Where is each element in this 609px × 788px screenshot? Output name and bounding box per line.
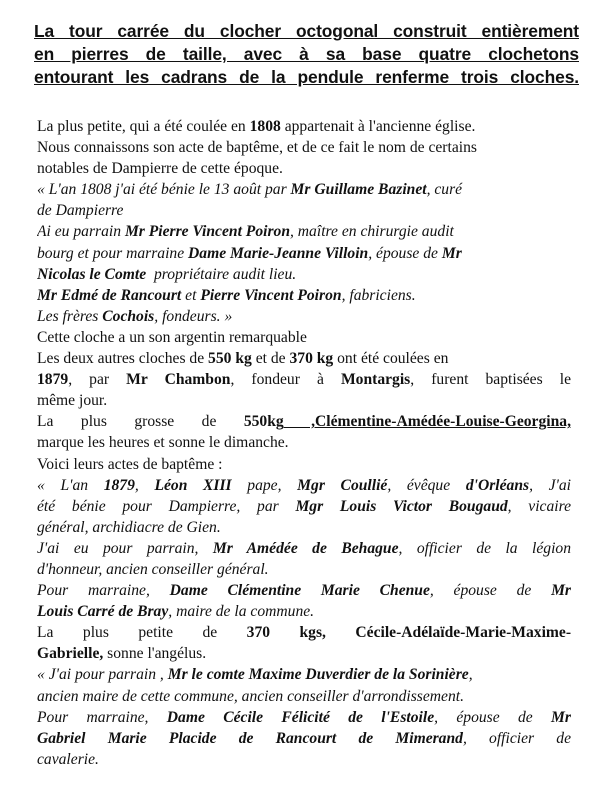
text: , fabriciens. <box>341 286 416 304</box>
name-bold: Nicolas le Comte <box>37 265 147 283</box>
text: La plus petite, qui a été coulée en <box>37 118 250 135</box>
text: , vicaire <box>507 497 571 515</box>
name-bold: Mgr Coullié <box>297 476 388 494</box>
name-bold: Mr <box>551 582 571 600</box>
name-bold: Mr Amédée de Behague <box>212 539 399 557</box>
name-bold: Mr <box>441 244 462 262</box>
name-bold: Mr Edmé de Rancourt <box>37 286 182 304</box>
name-bold: Dame Marie-Jeanne Villoin <box>188 244 369 262</box>
paragraph-line <box>37 411 571 432</box>
text: été bénie pour Dampierre, par <box>37 497 296 515</box>
text: , épouse de <box>368 244 442 262</box>
text: propriétaire audit lieu. <box>146 265 297 283</box>
paragraph-line: notables de Dampierre de cette époque. <box>37 160 283 178</box>
text: , <box>134 476 155 494</box>
name-bold: Gabriel Marie Placide de Rancourt de Mimerand <box>37 729 463 747</box>
quote-line <box>37 221 571 242</box>
quote-line <box>37 243 571 264</box>
quote-line: d'honneur, ancien conseiller général. <box>37 560 269 578</box>
quote-line: général, archidiacre de Gien. <box>37 518 221 536</box>
paragraph-line: Cette cloche a un son argentin remarquable <box>37 328 307 346</box>
document-body <box>37 116 571 770</box>
bell-name-underlined: ,Clémentine-Amédée-Louise-Georgina, <box>283 413 571 431</box>
name-bold: Louis Carré de Bray <box>37 603 169 621</box>
text: , curé <box>426 181 463 199</box>
text: J'ai eu pour parrain, <box>37 539 213 557</box>
quote-line <box>37 285 571 306</box>
heading-line-3: entourant les cadrans de la pendule renferme trois cloches. <box>34 67 579 87</box>
quote-line <box>37 664 571 685</box>
place-bold: d'Orléans <box>465 476 530 494</box>
text: pape, <box>231 476 298 494</box>
paragraph-line <box>37 369 571 390</box>
weight-bold: 370 kgs <box>246 624 323 642</box>
text: Pour marraine, <box>37 708 167 726</box>
text: Ai eu parrain <box>37 223 125 241</box>
quote-line: ancien maire de cette commune, ancien conseiller d'arrondissement. <box>37 687 464 705</box>
paragraph-line <box>37 622 571 643</box>
quote-line <box>37 475 571 496</box>
text: , par <box>68 371 127 389</box>
place-bold: Montargis <box>340 371 411 389</box>
quote-line <box>37 306 571 327</box>
quote-line <box>37 707 571 728</box>
name-bold: Mr le comte Maxime Duverdier de la Sorinière <box>167 666 469 684</box>
year-bold: 1879 <box>37 371 69 389</box>
text: sonne l'angélus. <box>103 645 207 663</box>
text: , fondeurs. » <box>154 307 233 325</box>
text: « L'an 1808 j'ai été bénie le 13 août par <box>37 181 291 199</box>
quote-line <box>37 496 571 517</box>
text: , maire de la commune. <box>168 603 315 621</box>
name-bold: Pierre Vincent Poiron <box>200 286 342 304</box>
paragraph-line: même jour. <box>37 392 108 410</box>
paragraph-line: Nous connaissons son acte de baptême, et de ce fait le nom de certains <box>37 139 477 157</box>
document-heading <box>34 20 579 89</box>
name-bold: Mr Chambon <box>126 371 231 389</box>
text: La plus grosse de <box>37 413 244 431</box>
text: , fondeur à <box>230 371 341 389</box>
name-bold: Mr <box>551 708 571 726</box>
paragraph-line <box>37 348 571 369</box>
quote-line <box>37 601 571 622</box>
quote-line <box>37 580 571 601</box>
name-bold: Dame Cécile Félicité de l'Estoile <box>166 708 435 726</box>
bell-name-bold: Cécile-Adélaïde-Marie-Maxime- <box>355 624 571 642</box>
text: bourg et pour marraine <box>37 244 189 262</box>
paragraph-line <box>37 643 571 664</box>
name-bold: Mgr Louis Victor Bougaud <box>295 497 508 515</box>
paragraph-line: marque les heures et sonne le dimanche. <box>37 434 289 452</box>
text: , épouse de <box>434 708 552 726</box>
heading-line-1: La tour carrée du clocher octogonal construit entièrement <box>34 21 579 41</box>
name-bold: Mr Pierre Vincent Poiron <box>124 223 290 241</box>
text: , J'ai <box>529 476 571 494</box>
year-1808: 1808 <box>249 118 281 135</box>
text: « L'an <box>37 476 104 494</box>
text: La plus petite de <box>37 624 247 642</box>
quote-line <box>37 538 571 559</box>
quote-line <box>37 264 571 285</box>
text: Les frères <box>37 307 103 325</box>
bell-name-bold: Gabrielle, <box>37 645 104 663</box>
text: , maître en chirurgie audit <box>290 223 454 241</box>
text: ont été coulées en <box>333 350 449 368</box>
name-bold: Mr Guillame Bazinet <box>290 181 427 199</box>
quote-line <box>37 728 571 749</box>
name-bold: Dame Clémentine Marie Chenue <box>169 582 430 600</box>
text: , <box>468 666 473 684</box>
text: , <box>322 624 356 642</box>
quote-line: de Dampierre <box>37 202 124 220</box>
text: « J'ai pour parrain , <box>37 666 168 684</box>
weight-bold: 370 kg <box>289 350 334 368</box>
text: , officier de <box>462 729 571 747</box>
paragraph-line <box>37 116 571 137</box>
text: , officier de la légion <box>398 539 571 557</box>
name-bold: Cochois <box>102 307 155 325</box>
paragraph-line: Voici leurs actes de baptême : <box>37 455 223 473</box>
name-bold: Léon XIII <box>154 476 232 494</box>
quote-line <box>37 179 571 200</box>
text: et de <box>251 350 290 368</box>
text: Les deux autres cloches de <box>37 350 209 368</box>
quote-line: cavalerie. <box>37 750 99 768</box>
weight-bold: 550 kg <box>208 350 252 368</box>
text: , épouse de <box>429 582 552 600</box>
text: , évêque <box>387 476 466 494</box>
year-bold: 1879 <box>103 476 135 494</box>
text: , furent baptisées le <box>410 371 571 389</box>
weight-bold: 550kg <box>243 413 284 431</box>
text: appartenait à l'ancienne église. <box>280 118 476 135</box>
text: et <box>181 286 201 304</box>
text: Pour marraine, <box>37 582 170 600</box>
heading-line-2: en pierres de taille, avec à sa base quatre clochetons <box>34 44 579 64</box>
